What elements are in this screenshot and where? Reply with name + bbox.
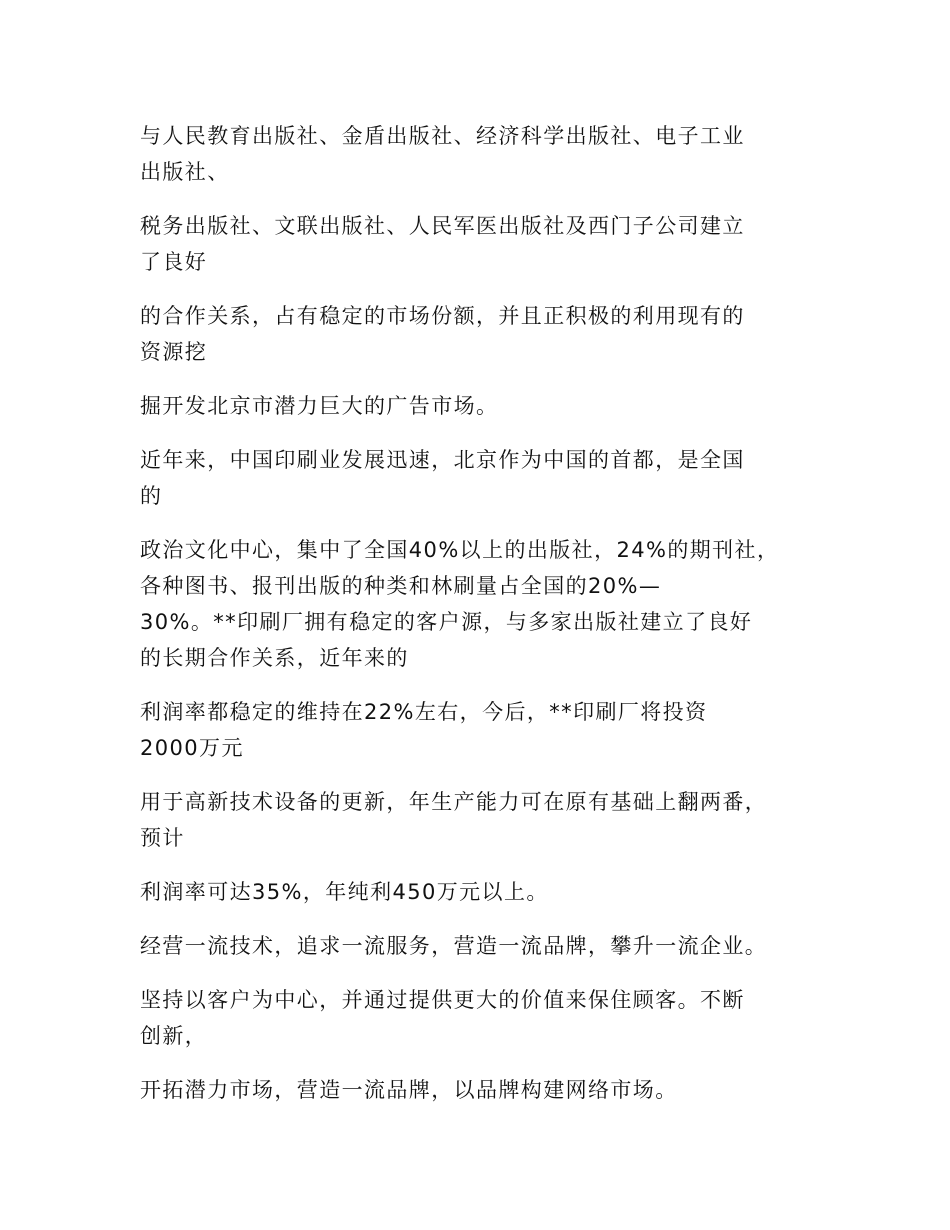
paragraph-1 <box>140 118 840 190</box>
paragraph-line: 2000万元 <box>140 736 244 760</box>
document-body <box>140 118 840 1126</box>
paragraph-line: 利润率都稳定的维持在22%左右，今后，**印刷厂将投资 <box>140 700 708 724</box>
paragraph-3 <box>140 298 840 370</box>
paragraph-line: 的 <box>140 484 163 508</box>
paragraph-11 <box>140 982 840 1054</box>
paragraph-line: 税务出版社、文联出版社、人民军医出版社及西门子公司建立 <box>140 214 745 238</box>
paragraph-line: 近年来，中国印刷业发展迅速，北京作为中国的首都，是全国 <box>140 448 745 472</box>
paragraph-10 <box>140 928 840 964</box>
paragraph-12 <box>140 1072 840 1108</box>
paragraph-line: 的长期合作关系，近年来的 <box>140 646 409 670</box>
paragraph-line: 坚持以客户为中心，并通过提供更大的价值来保住顾客。不断 <box>140 988 745 1012</box>
paragraph-5 <box>140 442 840 514</box>
paragraph-2 <box>140 208 840 280</box>
paragraph-line: 用于高新技术设备的更新，年生产能力可在原有基础上翻两番， <box>140 790 768 814</box>
paragraph-line: 与人民教育出版社、金盾出版社、经济科学出版社、电子工业 <box>140 124 745 148</box>
paragraph-line: 出版社、 <box>140 160 230 184</box>
paragraph-9 <box>140 874 840 910</box>
paragraph-line: 经营一流技术，追求一流服务，营造一流品牌，攀升一流企业。 <box>140 934 768 958</box>
paragraph-6 <box>140 532 840 676</box>
paragraph-4 <box>140 388 840 424</box>
paragraph-line: 各种图书、报刊出版的种类和林刷量占全国的20%— <box>140 574 662 598</box>
paragraph-line: 资源挖 <box>140 340 208 364</box>
paragraph-line: 了良好 <box>140 250 208 274</box>
paragraph-line: 30%。**印刷厂拥有稳定的客户源，与多家出版社建立了良好 <box>140 610 753 634</box>
paragraph-7 <box>140 694 840 766</box>
paragraph-8 <box>140 784 840 856</box>
paragraph-line: 的合作关系，占有稳定的市场份额，并且正积极的利用现有的 <box>140 304 745 328</box>
paragraph-line: 开拓潜力市场，营造一流品牌，以品牌构建网络市场。 <box>140 1078 678 1102</box>
paragraph-line: 利润率可达35%，年纯利450万元以上。 <box>140 880 549 904</box>
paragraph-line: 创新， <box>140 1024 208 1048</box>
paragraph-line: 政治文化中心，集中了全国40%以上的出版社，24%的期刊社， <box>140 538 780 562</box>
paragraph-line: 预计 <box>140 826 185 850</box>
paragraph-line: 掘开发北京市潜力巨大的广告市场。 <box>140 394 499 418</box>
